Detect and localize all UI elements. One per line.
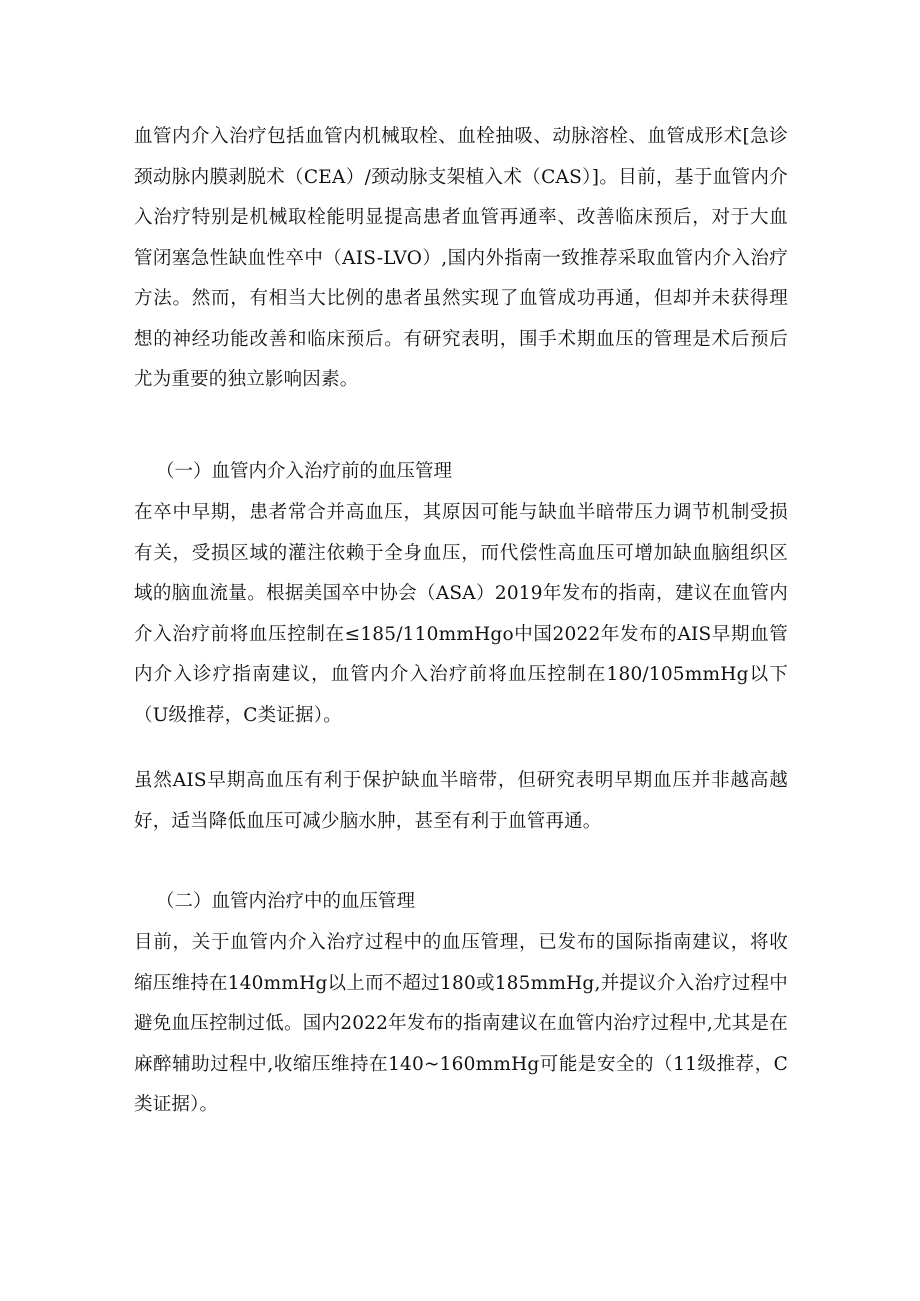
section1-paragraph-2: 虽然AIS早期高血压有利于保护缺血半暗带，但研究表明早期血压并非越高越好，适当降低血压可减少脑水肿，甚至有利于血管再通。 — [134, 770, 788, 832]
section2-paragraph-1: 目前，关于血管内介入治疗过程中的血压管理，已发布的国际指南建议，将收缩压维持在140mmHg以上而不超过180或185mmHg,并提议介入治疗过程中避免血压控制过低。国内2022年发布的指南建议在血管内治疗过程中,尤其是在麻醉辅助过程中,收缩压维持在140~160mmHg可能是安全的（11级推荐，C类证据）。 — [134, 932, 788, 1115]
section-heading-intra-treatment: （二）血管内治疗中的血压管理 — [156, 891, 416, 912]
intro-paragraph: 血管内介入治疗包括血管内机械取栓、血栓抽吸、动脉溶栓、血管成形术[急诊颈动脉内膜剥脱术（CEA）/颈动脉支架植入术（CAS）]。目前，基于血管内介入治疗特别是机械取栓能明显提高患者血管再通率、改善临床预后，对于大血管闭塞急性缺血性卒中（AIS-LVO）,国内外指南一致推荐采取血管内介入治疗方法。然而，有相当大比例的患者虽然实现了血管成功再通，但却并未获得理想的神经功能改善和临床预后。有研究表明，围手术期血压的管理是术后预后尤为重要的独立影响因素。 — [134, 126, 788, 390]
section1-paragraph-1: 在卒中早期，患者常合并高血压，其原因可能与缺血半暗带压力调节机制受损有关，受损区域的灌注依赖于全身血压，而代偿性高血压可增加缺血脑组织区域的脑血流量。根据美国卒中协会（ASA）2019年发布的指南，建议在血管内介入治疗前将血压控制在≤185/110mmHgo中国2022年发布的AIS早期血管内介入诊疗指南建议，血管内介入治疗前将血压控制在180/105mmHg以下（U级推荐，C类证据）。 — [134, 502, 788, 726]
section-heading-pre-treatment: （一）血管内介入治疗前的血压管理 — [156, 461, 453, 482]
